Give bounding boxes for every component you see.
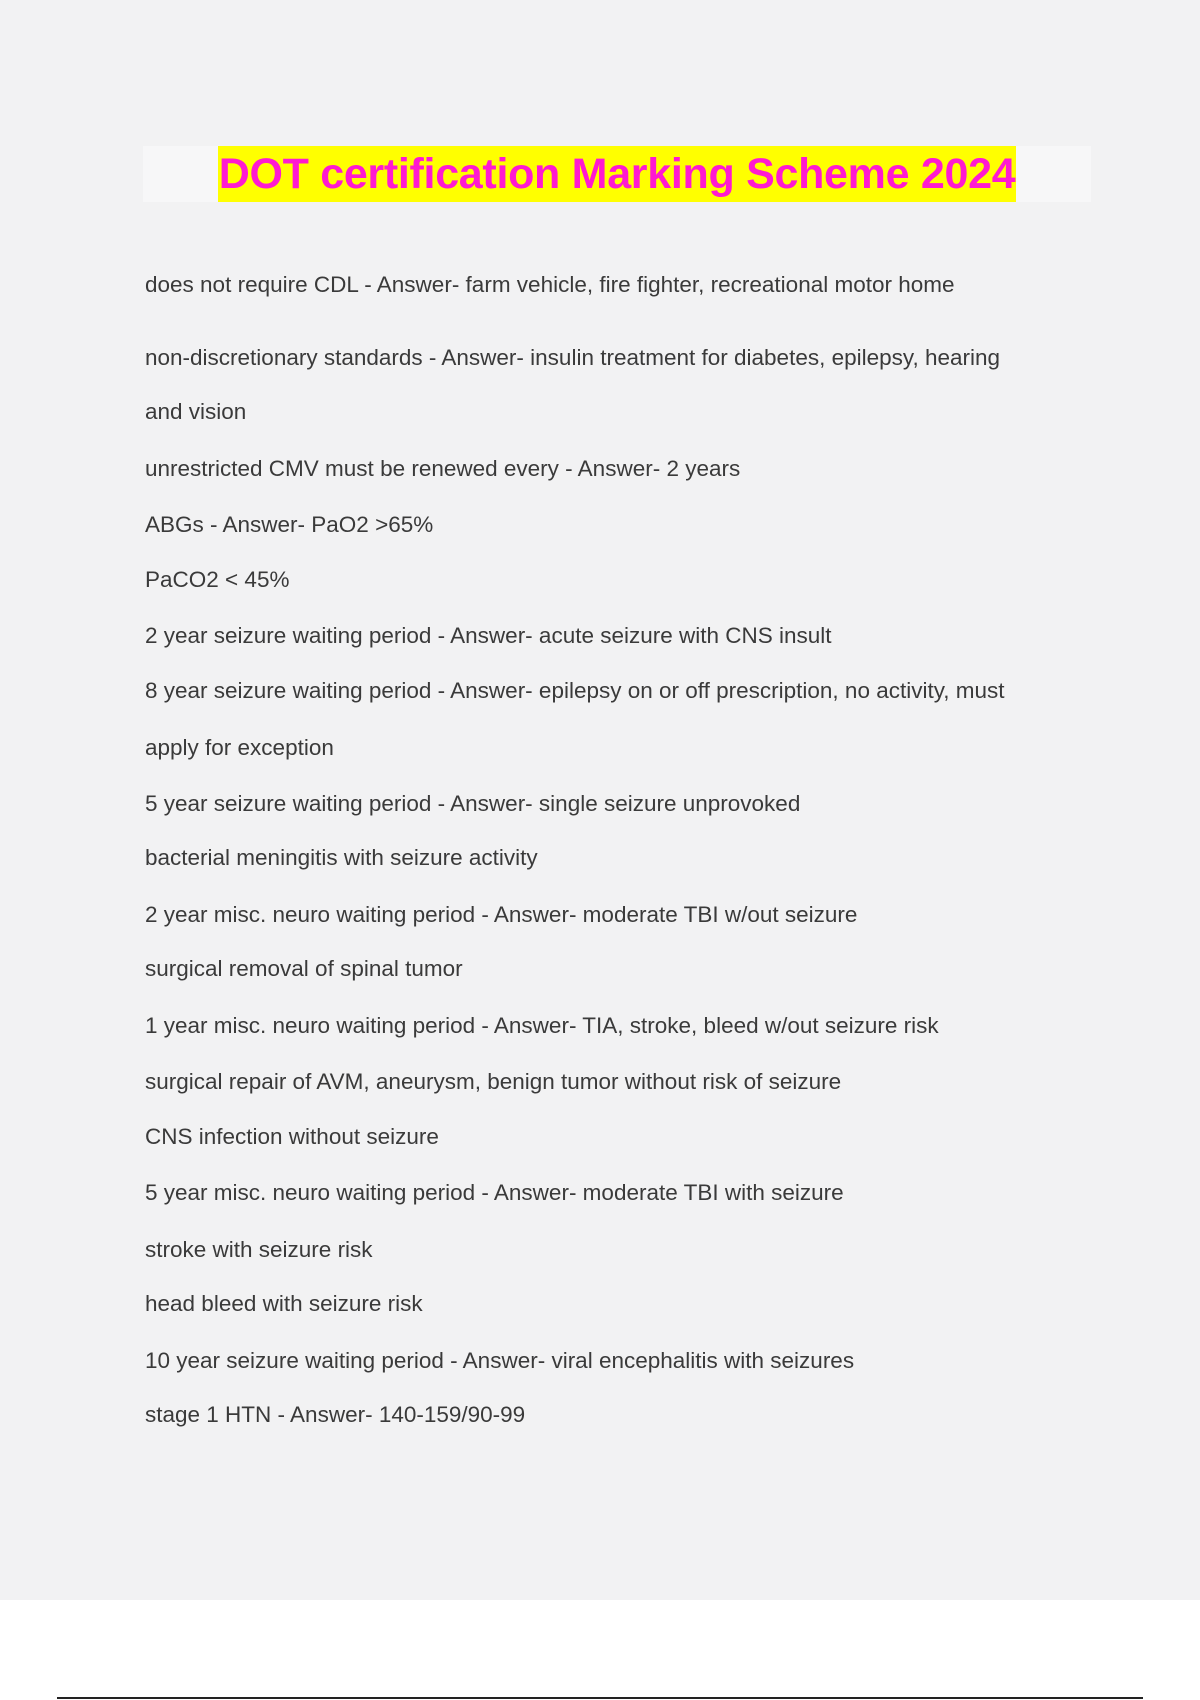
text-line: and vision: [145, 399, 247, 424]
text-line: does not require CDL - Answer- farm vehicle, fire fighter, recreational motor home: [145, 272, 955, 297]
page-title: DOT certification Marking Scheme 2024: [218, 146, 1017, 202]
text-line: PaCO2 < 45%: [145, 567, 290, 592]
title-banner: [143, 146, 1091, 202]
text-line: 8 year seizure waiting period - Answer- epilepsy on or off prescription, no activity, must: [145, 678, 1005, 703]
text-line: 2 year seizure waiting period - Answer- acute seizure with CNS insult: [145, 623, 832, 648]
text-line: surgical removal of spinal tumor: [145, 956, 463, 981]
text-line: bacterial meningitis with seizure activity: [145, 845, 538, 870]
text-line: surgical repair of AVM, aneurysm, benign tumor without risk of seizure: [145, 1069, 842, 1094]
text-line: apply for exception: [145, 735, 334, 760]
bottom-divider: [57, 1697, 1143, 1699]
text-line: ABGs - Answer- PaO2 >65%: [145, 512, 434, 537]
text-line: 5 year seizure waiting period - Answer- single seizure unprovoked: [145, 791, 801, 816]
text-line: 1 year misc. neuro waiting period - Answer- TIA, stroke, bleed w/out seizure risk: [145, 1013, 939, 1038]
text-line: unrestricted CMV must be renewed every - Answer- 2 years: [145, 456, 741, 481]
text-line: stage 1 HTN - Answer- 140-159/90-99: [145, 1402, 526, 1427]
text-line: 10 year seizure waiting period - Answer- viral encephalitis with seizures: [145, 1348, 855, 1373]
text-line: CNS infection without seizure: [145, 1124, 439, 1149]
text-line: stroke with seizure risk: [145, 1237, 373, 1262]
text-line: 5 year misc. neuro waiting period - Answer- moderate TBI with seizure: [145, 1180, 844, 1205]
text-line: non-discretionary standards - Answer- insulin treatment for diabetes, epilepsy, hearing: [145, 345, 1001, 370]
text-line: 2 year misc. neuro waiting period - Answer- moderate TBI w/out seizure: [145, 902, 858, 927]
text-line: head bleed with seizure risk: [145, 1291, 423, 1316]
